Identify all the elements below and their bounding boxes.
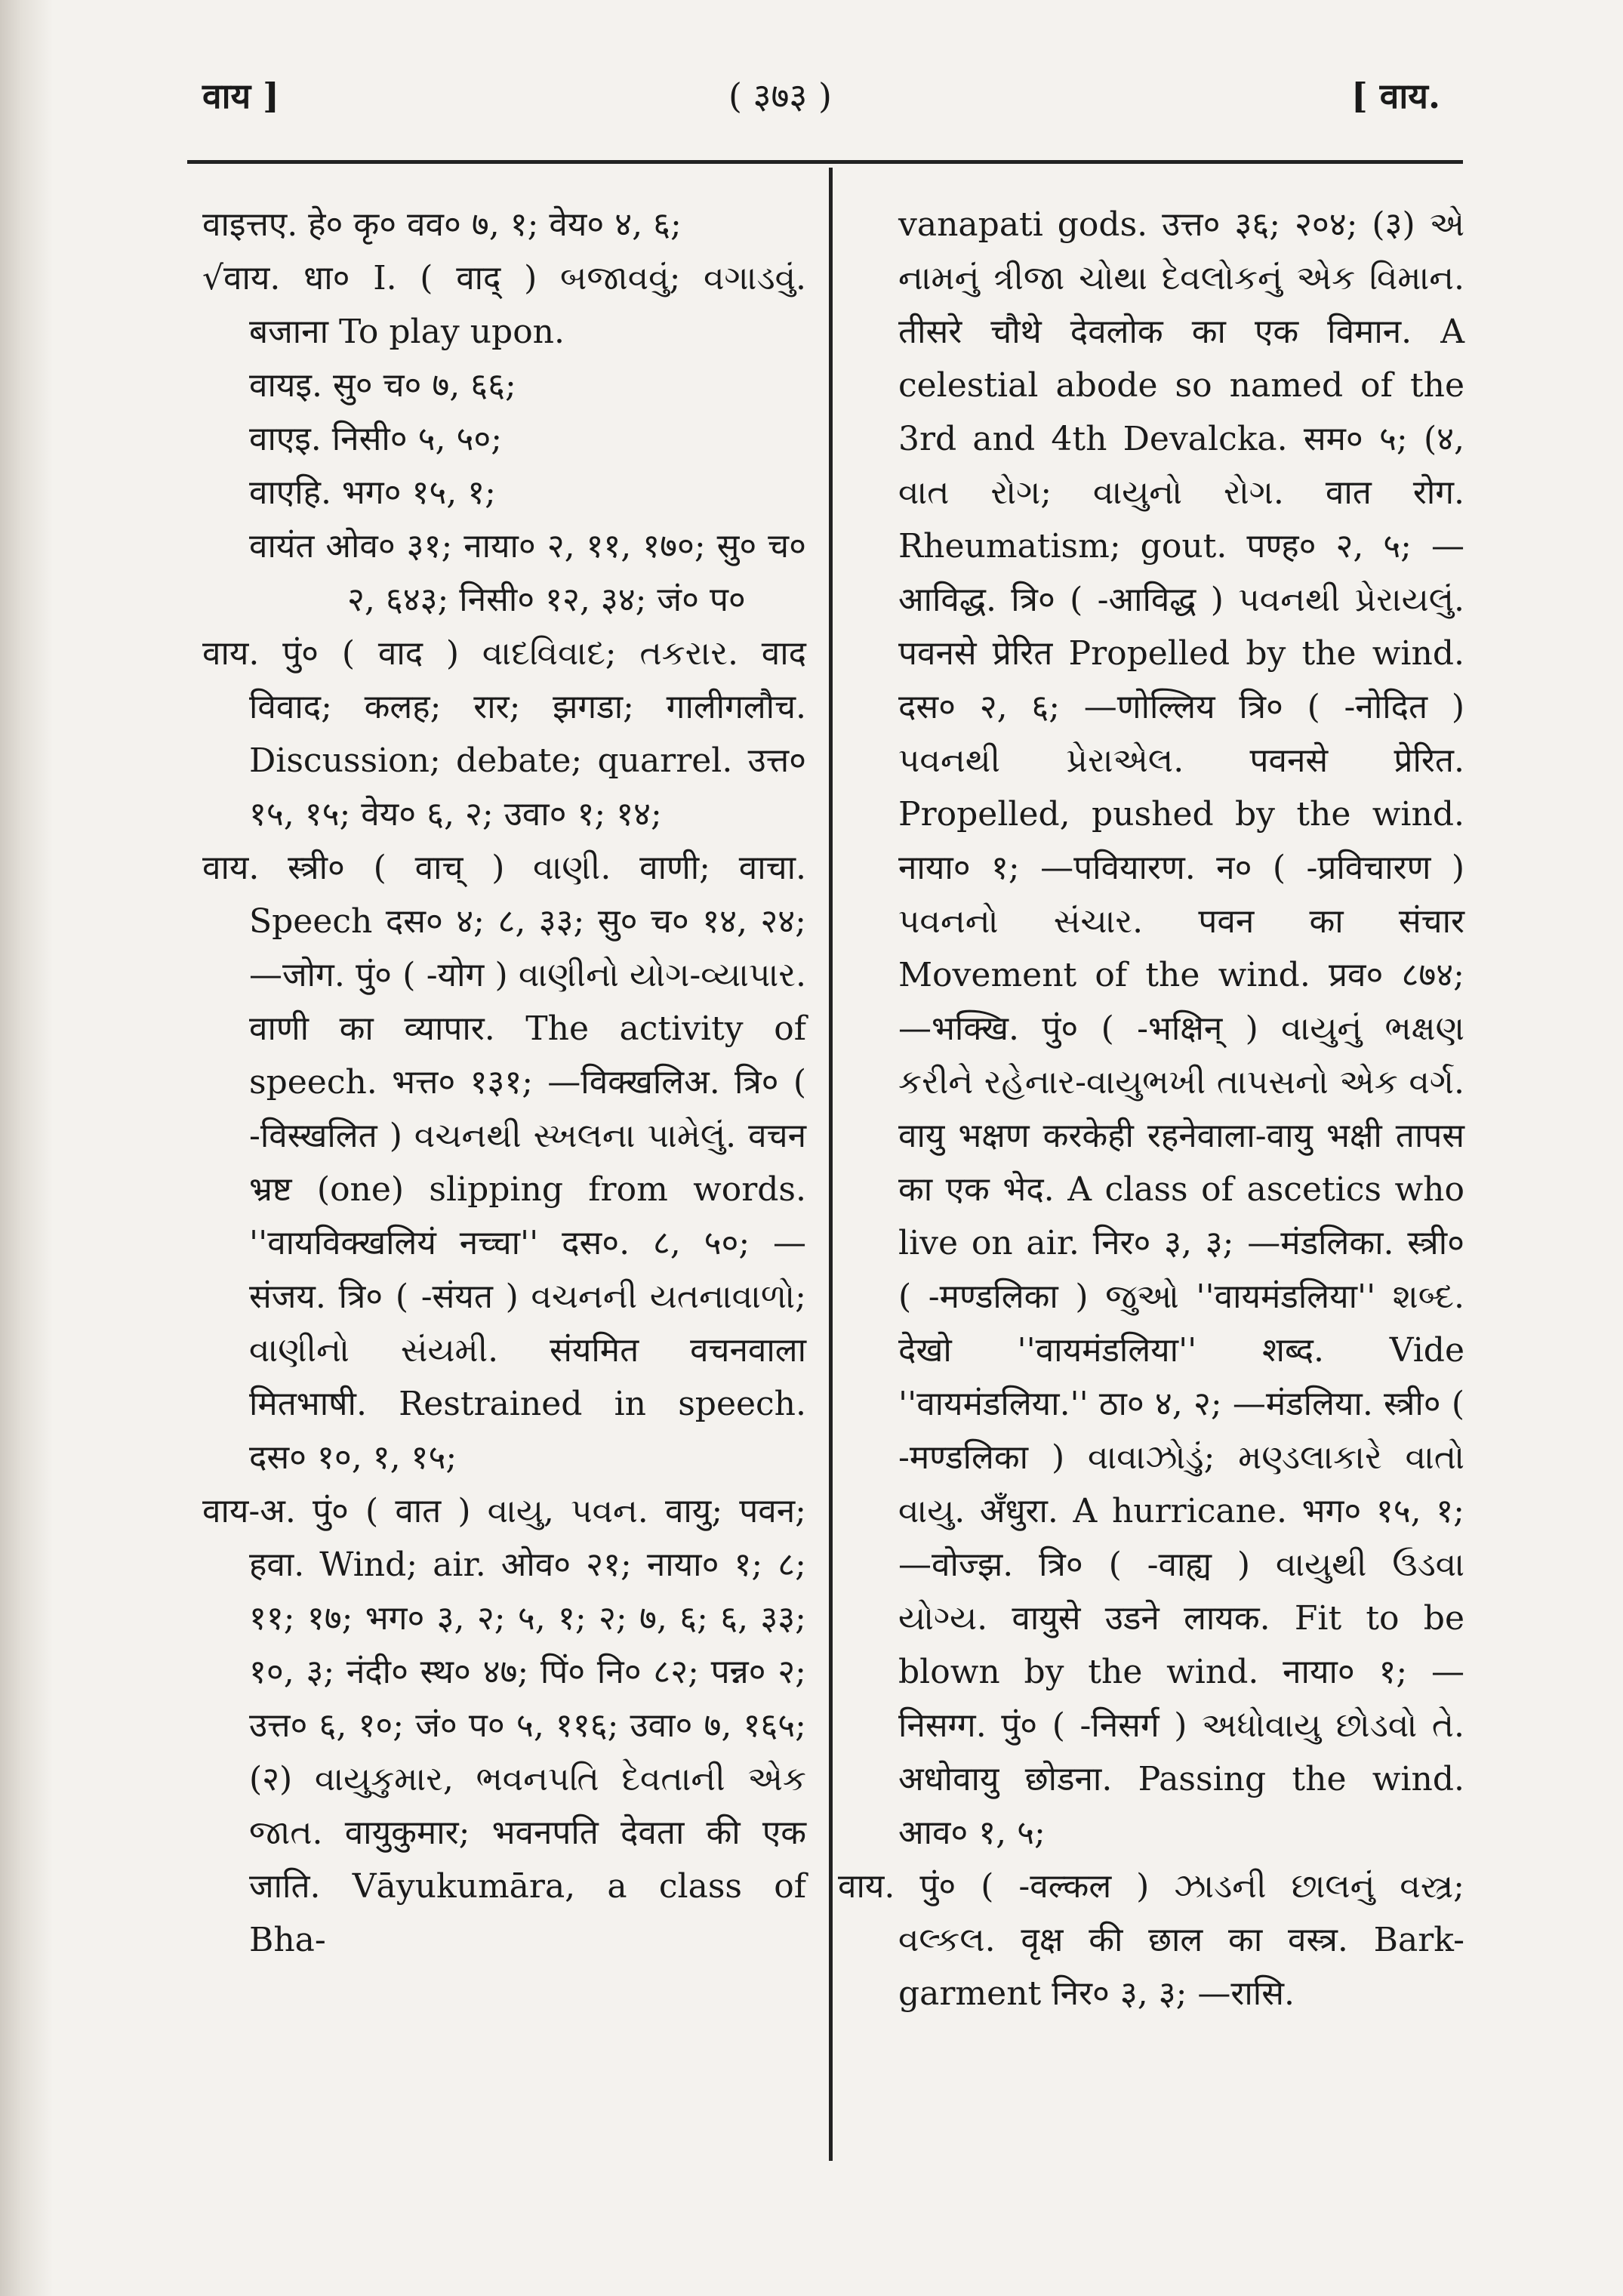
right-column [838, 198, 1464, 2020]
entry-vaya-vac: वाय. स्त्री० ( वाच् ) વાણી. वाणी; वाचा. Speech दस० ४; ८, ३३; सु० च० १४, २४; —जोग. पुं० ( -योग ) વાણીનો યોગ-વ્યાપાર. वाणी का व्यापार. The activity of speech. भत्त० १३१; —विक्खलिअ. त्रि० ( -विस्खलित ) વચનથી સ્ખલના પામેલું. वचन भ्रष्ट (one) slipping from words. ''वायविक्खलियं नच्चा'' दस०. ८, ५०; —संजय. त्रि० ( -संयत ) વચનની યતનાવાળો; વાણીનો સંયમી. संयमित वचनवाला मितभाषी. Restrained in speech. दस० १०, १, १५; [202, 849, 806, 1477]
header-left-guide: वाय ] [202, 76, 279, 116]
column-divider [829, 168, 833, 2161]
entry-vaya-valkala: वाय. पुं० ( -वल्कल ) ઝાડની છાલનું વસ્ત્ર; વલ્કલ. वृक्ष की छाल का वस्त्र. Bark-garment निर० ३, ३; —रासि. [838, 1867, 1464, 2013]
header-rule [187, 160, 1463, 164]
form-vaei: वाएइ. निसी० ५, ५०; [249, 420, 503, 458]
page-header [0, 72, 1623, 132]
scan-edge [0, 0, 53, 2296]
entry-vaya-vada: वाय. पुं० ( वाद ) વાદવિવાદ; તકરાર. वाद विवाद; कलह; रार; झगडा; गालीगलौच. Discussion; debate; quarrel. उत्त० १५, १५; वेय० ६, २; उवा० १; १४; [202, 634, 806, 834]
entry-vaya-root: √वाय. धा० I. ( वाद् ) બજાવવું; વગાડવું. बजाना To play upon. [202, 259, 806, 351]
entry-vaya-vata-continued: vanapati gods. उत्त० ३६; २०४; (३) એ નામનું ત્રીજા ચોથા દેવલોકનું એક વિમાન. तीसरे चौथे देवलोक का एक विमान. A celestial abode so named of the 3rd and 4th Devalcka. सम० ५; (४, વાત રોગ; વાયુનો રોગ. वात रोग. Rheumatism; gout. पण्ह० २, ५; —आविद्ध. त्रि० ( -आविद्ध ) પવનથી પ્રેરાયલું. पवनसे प्रेरित Propelled by the wind. दस० २, ६; —णोल्लिय त्रि० ( -नोदित ) પવનથી પ્રેરાએલ. पवनसे प्रेरित. Propelled, pushed by the wind. नाया० १; —पवियारण. न० ( -प्रविचारण ) પવનનો સંચાર. पवन का संचार Movement of the wind. प्रव० ८७४; —भक्खि. पुं० ( -भक्षिन् ) વાયુનું ભક્ષણ કરીને રહેનાર-વાયુભખી તાપસનો એક વર્ગ. वायु भक्षण करकेही रहनेवाला-वायु भक्षी तापस का एक भेद. A class of ascetics who live on air. निर० ३, ३; —मंडलिका. स्त्री० ( -मण्डलिका ) જુઓ ''वायमंडलिया'' શબ્દ. देखो ''वायमंडलिया'' शब्द. Vide ''वायमंडलिया.'' ठा० ४, २; —मंडलिया. स्त्री० ( -मण्डलिका ) વાવાઝોડું; મણ્ડલાકારે વાતો વાયુ. अँधुरा. A hurricane. भग० १५, १; —वोज्झ. त्रि० ( -वाह्य ) વાયુથી ઉડવા યોગ્ય. वायुसे उडने लायक. Fit to be blown by the wind. नाया० १; —निसग्ग. पुं० ( -निसर्ग ) અધોવાયુ છોડવો તે. अधोवायु छोडना. Passing the wind. आव० १, ५; [898, 205, 1464, 1852]
form-vaehi: वाएहि. भग० १५, १; [249, 473, 496, 512]
left-column [202, 198, 806, 1967]
entry-vaya-vata: वाय-अ. पुं० ( वात ) વાયુ, પવન. वायु; पवन; हवा. Wind; air. ओव० २१; नाया० १; ८; ११; १७; भग० ३, २; ५, १; २; ७, ६; ६, ३३; १०, ३; नंदी० स्थ० ४७; पिं० नि० ८२; पन्न० २; उत्त० ६, १०; जं० प० ५, ११६; उवा० ७, १६५; (२) વાયુકુમાર, ભવનપતિ દેવતાની એક જાત. वायुकुमार; भवनपति देवता की एक जाति. Vāyukumāra, a class of Bha- [202, 1492, 806, 1959]
form-vayai: वायइ. सु० च० ७, ६६; [249, 366, 516, 405]
form-vayanta: वायंत ओव० ३१; नाया० २, ११, १७०; सु० च० २, ६४३; निसी० १२, ३४; जं० प० [249, 527, 806, 619]
page-number: ( ३७३ ) [728, 76, 832, 116]
header-right-guide: [ वाय. [1351, 76, 1440, 116]
entry-vaittae: वाइत्तए. हे० कृ० वव० ७, १; वेय० ४, ६; [202, 205, 682, 244]
